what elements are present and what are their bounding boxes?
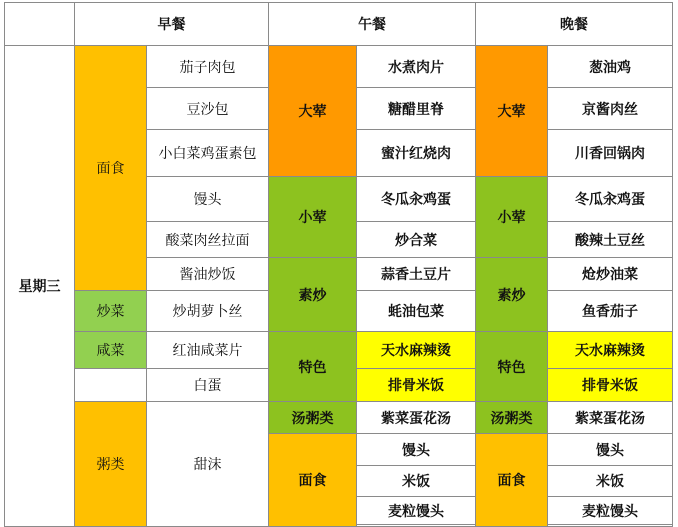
breakfast-item: 馒头 [147,177,269,222]
day-label: 星期三 [5,46,75,527]
lunch-item: 水煮肉片 [357,46,476,88]
dinner-item: 川香回锅肉 [548,130,673,177]
weekly-menu-table [4,2,673,527]
dinner-header: 晚餐 [476,3,673,46]
dinner-item: 葱油鸡 [548,46,673,88]
breakfast-item: 白蛋 [147,369,269,402]
breakfast-item: 红油咸菜片 [147,332,269,369]
dinner-category-soup: 汤粥类 [476,402,548,434]
dinner-item: 京酱肉丝 [548,88,673,130]
dinner-category-big-meat: 大荤 [476,46,548,177]
lunch-item: 蚝油包菜 [357,291,476,332]
breakfast-item: 酱油炒饭 [147,258,269,291]
dinner-category-staple: 面食 [476,434,548,527]
dinner-category-small-meat: 小荤 [476,177,548,258]
dinner-category-special: 特色 [476,332,548,402]
lunch-item: 麦粒馒头 [357,497,476,525]
lunch-item: 蜜汁红烧肉 [357,130,476,177]
dinner-item: 酸辣土豆丝 [548,222,673,258]
lunch-item: 米饭 [357,466,476,497]
dinner-item: 炝炒油菜 [548,258,673,291]
lunch-category-staple: 面食 [269,434,357,527]
dinner-item: 米饭 [548,466,673,497]
breakfast-item: 甜沫 [147,402,269,527]
dinner-item: 馒头 [548,434,673,466]
lunch-category-big-meat: 大荤 [269,46,357,177]
lunch-item: 蒜香土豆片 [357,258,476,291]
lunch-item: 糖醋里脊 [357,88,476,130]
breakfast-category-empty [75,369,147,402]
lunch-header: 午餐 [269,3,476,46]
lunch-item: 冬瓜汆鸡蛋 [357,177,476,222]
breakfast-category-stirfry: 炒菜 [75,291,147,332]
dinner-item: 冬瓜汆鸡蛋 [548,177,673,222]
lunch-item: 炒合菜 [357,222,476,258]
breakfast-header: 早餐 [75,3,269,46]
lunch-category-small-meat: 小荤 [269,177,357,258]
breakfast-item: 茄子肉包 [147,46,269,88]
lunch-item: 紫菜蛋花汤 [357,402,476,434]
lunch-category-veg: 素炒 [269,258,357,332]
breakfast-category-noodle: 面食 [75,46,147,291]
dinner-item: 麦粒馒头 [548,497,673,525]
dinner-item: 鱼香茄子 [548,291,673,332]
lunch-special-item: 天水麻辣烫 [357,332,476,369]
breakfast-item: 酸菜肉丝拉面 [147,222,269,258]
lunch-category-soup: 汤粥类 [269,402,357,434]
dinner-special-item: 天水麻辣烫 [548,332,673,369]
lunch-special-item: 排骨米饭 [357,369,476,402]
dinner-category-veg: 素炒 [476,258,548,332]
dinner-item: 紫菜蛋花汤 [548,402,673,434]
breakfast-item: 豆沙包 [147,88,269,130]
dinner-special-item: 排骨米饭 [548,369,673,402]
breakfast-category-pickle: 咸菜 [75,332,147,369]
breakfast-item: 炒胡萝卜丝 [147,291,269,332]
breakfast-category-porridge: 粥类 [75,402,147,527]
corner-cell [5,3,75,46]
lunch-item: 馒头 [357,434,476,466]
breakfast-item: 小白菜鸡蛋素包 [147,130,269,177]
lunch-category-special: 特色 [269,332,357,402]
